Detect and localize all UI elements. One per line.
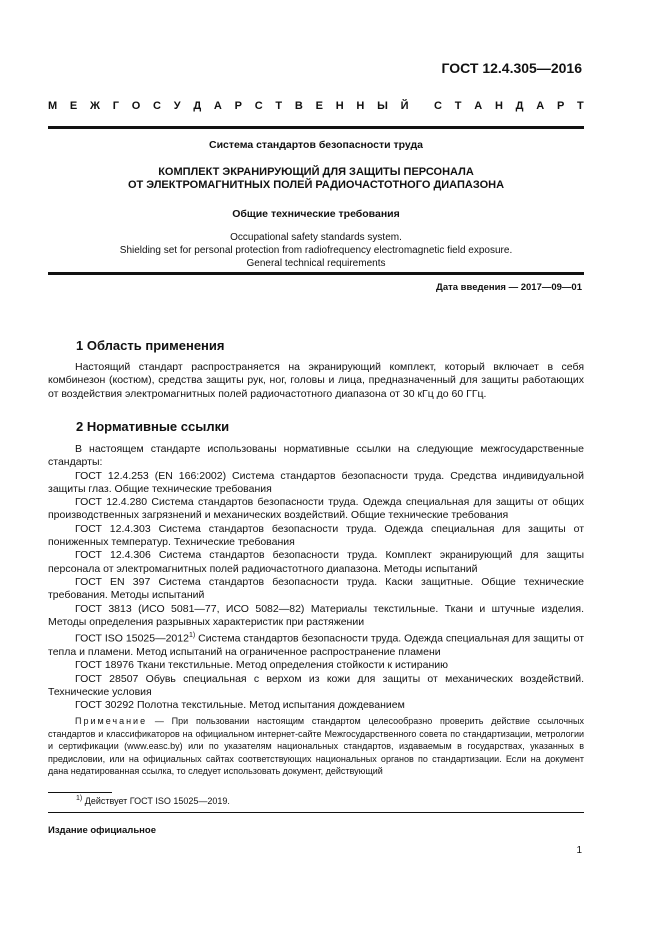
- footnote: [76, 795, 230, 806]
- document-title-line: ОТ ЭЛЕКТРОМАГНИТНЫХ ПОЛЕЙ РАДИОЧАСТОТНОГО ДИАПАЗОНА: [127, 179, 505, 191]
- banner-letter: Й: [400, 100, 409, 112]
- official-edition-label: Издание официальное: [48, 825, 156, 836]
- banner-letter: Д: [515, 100, 524, 112]
- reference-item: ГОСТ 28507 Обувь специальная с верхом из кожи для защиты от механических воздействий. Технические условия: [48, 672, 584, 698]
- banner-letter: Н: [335, 100, 344, 112]
- reference-item: ГОСТ 30292 Полотна текстильные. Метод испытания дождеванием: [75, 699, 405, 712]
- english-title-line: General technical requirements: [246, 258, 386, 269]
- header-rule: [48, 126, 584, 129]
- reference-item: ГОСТ 18976 Ткани текстильные. Метод определения стойкости к истиранию: [75, 659, 449, 672]
- reference-item: ГОСТ 12.4.303 Система стандартов безопасности труда. Одежда специальная для защиты от пониженных температур. Технические требования: [48, 522, 584, 549]
- banner-letter: Г: [112, 100, 119, 112]
- system-title: Система стандартов безопасности труда: [208, 139, 424, 151]
- section-2-heading: 2 Нормативные ссылки: [76, 419, 230, 434]
- banner-letter: С: [153, 100, 161, 112]
- reference-item: ГОСТ EN 397 Система стандартов безопасности труда. Каски защитные. Общие технические требования. Методы испытаний: [48, 575, 584, 602]
- banner-letter: А: [474, 100, 483, 112]
- banner-letter: Д: [193, 100, 202, 112]
- note-label: Примечание: [75, 716, 148, 726]
- banner-letter: Е: [315, 100, 323, 112]
- footer-rule: [48, 812, 584, 813]
- reference-item: ГОСТ 12.4.253 (EN 166:2002) Система стандартов безопасности труда. Средства индивидуальной защиты глаз. Общие технические требования: [48, 469, 584, 495]
- banner-letter: Н: [494, 100, 503, 112]
- banner-letter: А: [213, 100, 222, 112]
- reference-item: [48, 629, 584, 659]
- banner-letter: Н: [356, 100, 365, 112]
- english-title-line: Occupational safety standards system.: [230, 232, 402, 243]
- footnote-text: Действует ГОСТ ISO 15025—2019.: [82, 796, 230, 806]
- reference-item: ГОСТ 3813 (ИСО 5081—77, ИСО 5082—82) Материалы текстильные. Ткани и штучные изделия. Методы определения разрывных характеристик при растяжении: [48, 602, 584, 628]
- banner-letter: Р: [556, 100, 565, 112]
- banner-letter: Ж: [90, 100, 100, 112]
- banner-letter: Т: [577, 100, 584, 112]
- title-rule: [48, 272, 584, 275]
- reference-code: ГОСТ ISO 15025—2012: [75, 632, 189, 645]
- note-text: — При пользовании настоящим стандартом целесообразно проверить действие ссылочных стандартов и классификаторов на официальном интернет-сайте Межгосударственного совета по стандартизации, метрологии и сертификации (www.easc.by) или по указателям национальных стандартов, издаваемым в государствах, указанных в предисловии, или на официальных сайтах соответствующих национальных органов по стандартизации. Если на документ дана недатированная ссылка, то следует использовать документ, действующий: [48, 716, 584, 777]
- english-title-line: Shielding set for personal protection from radiofrequency electromagnetic field exposure.: [119, 245, 513, 256]
- footnote-marker: 1): [76, 795, 83, 802]
- footnote-rule: [48, 792, 112, 793]
- banner-letter: А: [536, 100, 545, 112]
- interstate-standard-banner: [48, 100, 584, 112]
- section-2-body: [48, 443, 584, 712]
- english-title: [48, 231, 584, 270]
- banner-letter: О: [131, 100, 141, 112]
- document-title: [48, 166, 584, 192]
- banner-letter: Ы: [377, 100, 388, 112]
- banner-letter: С: [254, 100, 263, 112]
- banner-letter: Т: [275, 100, 283, 112]
- paragraph: Настоящий стандарт распространяется на экранирующий комплект, который включает в себя комбинезон (костюм), средства защиты рук, ног, головы и лица, предназначенный для защиты работающих от воздействия электромагнитных полей радиочастотного диапазона от 30 кГц до 60 ГГц.: [48, 361, 584, 400]
- reference-item: ГОСТ 12.4.280 Система стандартов безопасности труда. Одежда специальная для защиты от общих производственных загрязнений и механических воздействий. Общие технические требования: [48, 496, 584, 522]
- section-1-body: [48, 361, 584, 401]
- reference-title: Система стандартов безопасности труда. Одежда специальная для защиты от тепла и пламени. Метод испытаний на ограниченное распространение пламени: [48, 632, 585, 658]
- introduction-date: Дата введения — 2017—09—01: [436, 282, 582, 293]
- standard-number: ГОСТ 12.4.305—2016: [441, 60, 582, 76]
- banner-letter: Т: [454, 100, 462, 112]
- document-title-line: КОМПЛЕКТ ЭКРАНИРУЮЩИЙ ДЛЯ ЗАЩИТЫ ПЕРСОНАЛА: [158, 166, 474, 178]
- page-number: 1: [576, 845, 582, 856]
- banner-letter: М: [48, 100, 58, 112]
- banner-letter: У: [173, 100, 181, 112]
- reference-item: ГОСТ 12.4.306 Система стандартов безопасности труда. Комплект экранирующий для защиты персонала от электромагнитных полей радиочастотного диапазона. Методы испытаний: [48, 549, 584, 575]
- banner-letter: Е: [69, 100, 78, 112]
- banner-letter: В: [294, 100, 303, 112]
- document-subtitle: Общие технические требования: [232, 208, 400, 220]
- footnote-ref[interactable]: 1): [188, 632, 196, 640]
- banner-letter: С: [434, 100, 442, 112]
- section-1-heading: 1 Область применения: [76, 338, 225, 353]
- paragraph: В настоящем стандарте использованы нормативные ссылки на следующие межгосударственные стандарты:: [48, 443, 584, 469]
- banner-letter: Р: [234, 100, 242, 112]
- note: [48, 715, 584, 778]
